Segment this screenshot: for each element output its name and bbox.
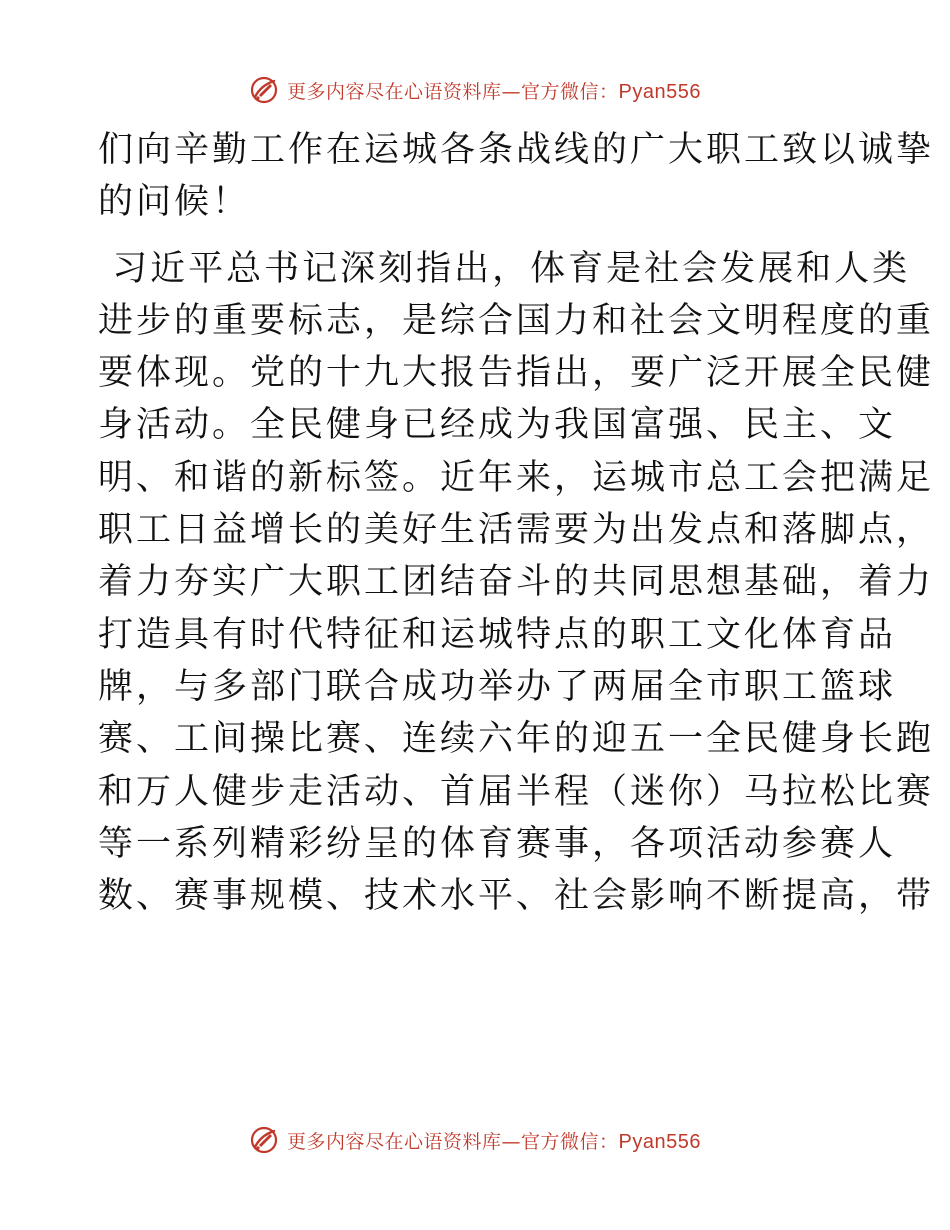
text-line: 习近平总书记深刻指出，体育是社会发展和人类 — [98, 248, 911, 289]
watermark-text — [287, 1127, 701, 1154]
text-line: 们向辛勤工作在运城各条战线的广大职工致以诚挚 — [98, 130, 935, 170]
text-line: 职工日益增长的美好生活需要为出发点和落脚点， — [98, 510, 935, 551]
text-line: 的问候！ — [98, 182, 251, 223]
watermark-wechat-id: Pyan556 — [618, 80, 701, 103]
watermark-title: 更多内容尽在心语资料库 — [287, 1130, 502, 1153]
watermark-wechat-id: Pyan556 — [618, 1130, 701, 1153]
document-body — [98, 124, 935, 922]
watermark-text — [287, 77, 701, 104]
text-line: 牌，与多部门联合成功举办了两届全市职工篮球 — [98, 666, 897, 707]
pen-logo-icon — [249, 75, 279, 105]
header-watermark — [0, 70, 950, 110]
text-line: 打造具有时代特征和运城特点的职工文化体育品 — [98, 614, 897, 655]
text-line: 赛、工间操比赛、连续六年的迎五一全民健身长跑 — [98, 719, 935, 760]
pen-logo-icon — [249, 1125, 279, 1155]
text-line: 数、赛事规模、技术水平、社会影响不断提高，带 — [98, 876, 935, 917]
footer-watermark — [0, 1120, 950, 1160]
paragraph-2 — [98, 243, 935, 923]
text-line: 要体现。党的十九大报告指出，要广泛开展全民健 — [98, 353, 935, 394]
watermark-label: 官方微信： — [521, 80, 619, 103]
paragraph-1 — [98, 124, 935, 229]
text-line: 明、和谐的新标签。近年来，运城市总工会把满足 — [98, 457, 935, 498]
text-line: 身活动。全民健身已经成为我国富强、民主、文 — [98, 405, 897, 446]
watermark-label: 官方微信： — [521, 1130, 619, 1153]
text-line: 进步的重要标志，是综合国力和社会文明程度的重 — [98, 300, 935, 341]
watermark-separator: — — [501, 1130, 522, 1153]
text-line: 着力夯实广大职工团结奋斗的共同思想基础，着力 — [98, 562, 935, 603]
text-line: 和万人健步走活动、首届半程（迷你）马拉松比赛 — [98, 771, 935, 812]
watermark-separator: — — [501, 80, 522, 103]
text-line: 等一系列精彩纷呈的体育赛事，各项活动参赛人 — [98, 823, 897, 864]
watermark-title: 更多内容尽在心语资料库 — [287, 80, 502, 103]
